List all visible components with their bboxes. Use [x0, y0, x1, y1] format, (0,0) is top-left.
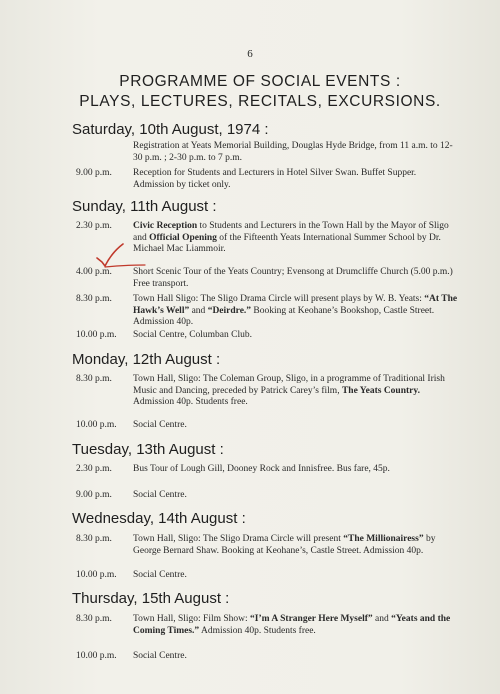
- event-description: [133, 168, 459, 191]
- body-text: Town Hall, Sligo: Film Show:: [133, 614, 251, 624]
- body-text: Social Centre.: [133, 420, 187, 430]
- event-time: 8.30 p.m.: [76, 534, 112, 544]
- body-text: Admission 40p. Students free.: [133, 397, 248, 407]
- page-subtitle: PLAYS, LECTURES, RECITALS, EXCURSIONS.: [79, 93, 441, 110]
- day-heading: Saturday, 10th August, 1974 :: [72, 121, 269, 138]
- body-text: by George Bernard Shaw. Booking at Keohane’s, Castle Street. Admission 40p.: [133, 534, 436, 556]
- body-text: of the Fifteenth Yeats International Summer School by Dr. Michael Mac Liammoir.: [133, 232, 441, 254]
- page-title: PROGRAMME OF SOCIAL EVENTS :: [119, 73, 401, 90]
- event-description: [133, 267, 459, 290]
- body-text: Short Scenic Tour of the Yeats Country; Evensong at Drumcliffe Church (5.00 p.m.) Free transport.: [133, 267, 453, 289]
- event-time: 8.30 p.m.: [76, 294, 112, 304]
- event-description: [133, 141, 459, 164]
- bold-title-text: “Yeats and the Coming Times.”: [133, 614, 451, 636]
- body-text: Social Centre.: [133, 651, 187, 661]
- body-text: and: [372, 614, 392, 624]
- pen-tick-mark-icon: [93, 236, 153, 276]
- event-time: 2.30 p.m.: [76, 221, 112, 231]
- body-text: Social Centre, Columban Club.: [133, 330, 253, 340]
- day-heading: Wednesday, 14th August :: [72, 510, 246, 527]
- body-text: Town Hall, Sligo: The Sligo Drama Circle will present: [133, 534, 344, 544]
- day-heading: Tuesday, 13th August :: [72, 441, 224, 458]
- event-description: [133, 221, 459, 256]
- event-description: [133, 464, 459, 476]
- day-heading: Thursday, 15th August :: [72, 590, 230, 607]
- body-text: Admission 40p. Students free.: [199, 625, 316, 636]
- body-text: Reception for Students and Lecturers in Hotel Silver Swan. Buffet Supper. Admission by ticket only.: [133, 168, 417, 190]
- event-time: 10.00 p.m.: [76, 330, 117, 340]
- event-description: [133, 294, 459, 329]
- event-description: [133, 570, 459, 582]
- body-text: Bus Tour of Lough Gill, Dooney Rock and Innisfree. Bus fare, 45p.: [133, 464, 390, 474]
- event-description: [133, 651, 459, 663]
- bold-title-text: “The Millionairess”: [343, 534, 424, 544]
- tick-stroke: [97, 244, 123, 266]
- event-description: [133, 614, 459, 637]
- event-time: 8.30 p.m.: [76, 374, 112, 384]
- bold-title-text: Civic Reception: [133, 221, 198, 231]
- body-text: Booking at Keohane’s Bookshop, Castle Street. Admission 40p.: [133, 305, 435, 327]
- bold-title-text: “At The Hawk’s Well”: [133, 294, 458, 316]
- day-heading: Monday, 12th August :: [72, 351, 221, 368]
- event-description: [133, 490, 459, 502]
- event-description: [133, 330, 459, 342]
- tick-underline: [105, 265, 145, 267]
- event-time: 10.00 p.m.: [76, 570, 117, 580]
- body-text: Social Centre.: [133, 570, 187, 580]
- event-time: 8.30 p.m.: [76, 614, 112, 624]
- event-time: 4.00 p.m.: [76, 267, 112, 277]
- event-time: 9.00 p.m.: [76, 490, 112, 500]
- event-time: 9.00 p.m.: [76, 168, 112, 178]
- body-text: Town Hall Sligo: The Sligo Drama Circle will present plays by W. B. Yeats:: [133, 294, 425, 304]
- event-time: 10.00 p.m.: [76, 651, 117, 661]
- bold-title-text: “Deirdre.”: [207, 305, 252, 316]
- day-heading: Sunday, 11th August :: [72, 198, 217, 215]
- body-text: Town Hall, Sligo: The Coleman Group, Sligo, in a programme of Traditional Irish Music and Dancing, preceded by Patrick Carey’s film,: [133, 374, 445, 396]
- body-text: and: [189, 305, 208, 316]
- body-text: to Students and Lecturers in the Town Hall by the Mayor of Sligo and: [133, 221, 449, 243]
- body-text: Social Centre.: [133, 490, 187, 500]
- event-description: [133, 374, 459, 409]
- page-number: 6: [247, 48, 253, 60]
- event-time: 10.00 p.m.: [76, 420, 117, 430]
- bold-title-text: Official Opening: [149, 232, 217, 243]
- body-text: Registration at Yeats Memorial Building, Douglas Hyde Bridge, from 11 a.m. to 12-30 p.m. ; 2-30 p.m. to 7 p.m.: [133, 141, 453, 163]
- bold-title-text: The Yeats Country.: [341, 385, 420, 396]
- event-time: 2.30 p.m.: [76, 464, 112, 474]
- event-description: [133, 534, 459, 557]
- bold-title-text: “I’m A Stranger Here Myself”: [250, 614, 373, 624]
- event-description: [133, 420, 459, 432]
